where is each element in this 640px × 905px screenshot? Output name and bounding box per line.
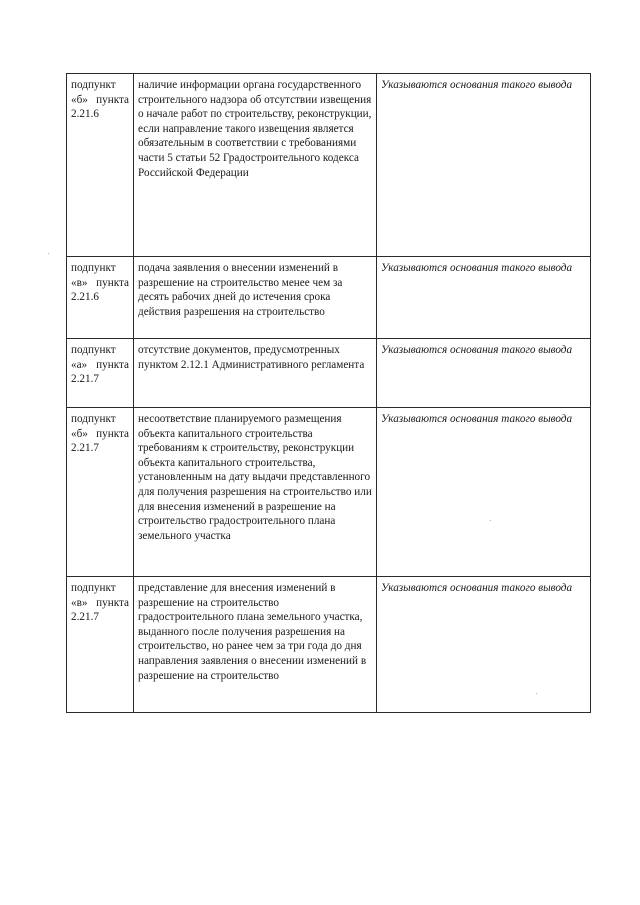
clause-letter: «в» — [71, 596, 88, 609]
explanation-note: Указываются основания такого вывода — [377, 577, 591, 713]
clause-number: 2.21.7 — [71, 611, 99, 624]
ground-description: представление для внесения изменений в разрешение на строительство градостроительного плана земельного участка, выданного после получения разрешения на строительство, но ранее чем за три года до дня направления заявления о внесении изменений в разрешение на строительство — [134, 577, 377, 713]
clause-letter-line — [71, 93, 129, 108]
table-row — [67, 257, 591, 339]
clause-sub-label: подпункт — [71, 262, 116, 274]
clause-point-word: пункта — [96, 596, 129, 609]
clause-letter: «в» — [71, 276, 88, 289]
clause-letter-line — [71, 358, 129, 373]
clause-letter-line — [71, 427, 129, 442]
clause-point-word: пункта — [96, 358, 129, 371]
table-row — [67, 408, 591, 577]
clause-reference-cell — [67, 577, 134, 713]
grounds-table — [66, 73, 591, 713]
clause-number: 2.21.7 — [71, 442, 99, 455]
ground-description: отсутствие документов, предусмотренных пунктом 2.12.1 Административного регламента — [134, 339, 377, 408]
clause-reference-cell — [67, 257, 134, 339]
clause-reference-cell — [67, 74, 134, 257]
clause-letter: «б» — [71, 93, 88, 106]
table-row — [67, 339, 591, 408]
explanation-note: Указываются основания такого вывода — [377, 408, 591, 577]
table-row — [67, 74, 591, 257]
scan-speck — [48, 253, 49, 254]
clause-number: 2.21.6 — [71, 108, 99, 121]
clause-sub-label: подпункт — [71, 413, 116, 425]
ground-description: подача заявления о внесении изменений в разрешение на строительство менее чем за десять рабочих дней до истечения срока действия разрешения на строительство — [134, 257, 377, 339]
explanation-note: Указываются основания такого вывода — [377, 339, 591, 408]
explanation-note: Указываются основания такого вывода — [377, 257, 591, 339]
scan-speck — [536, 693, 537, 694]
clause-reference-cell — [67, 339, 134, 408]
clause-number: 2.21.6 — [71, 291, 99, 304]
scan-speck — [490, 520, 491, 521]
clause-point-word: пункта — [96, 276, 129, 289]
clause-sub-label: подпункт — [71, 582, 116, 594]
clause-number: 2.21.7 — [71, 373, 99, 386]
clause-reference-cell — [67, 408, 134, 577]
clause-letter-line — [71, 596, 129, 611]
clause-sub-label: подпункт — [71, 79, 116, 91]
table-row — [67, 577, 591, 713]
clause-letter: «а» — [71, 358, 88, 371]
clause-point-word: пункта — [96, 93, 129, 106]
clause-sub-label: подпункт — [71, 344, 116, 356]
explanation-note: Указываются основания такого вывода — [377, 74, 591, 257]
ground-description: наличие информации органа государственного строительного надзора об отсутствии извещения о начале работ по строительству, реконструкции, если направление такого извещения является обязательным в соответствии с требованиями части 5 статьи 52 Градостроительного кодекса Российской Федерации — [134, 74, 377, 257]
clause-letter-line — [71, 276, 129, 291]
clause-letter: «б» — [71, 427, 88, 440]
ground-description: несоответствие планируемого размещения объекта капитального строительства требованиям к строительству, реконструкции объекта капитального строительства, установленным на дату выдачи представленного для получения разрешения на строительство или для внесения изменений в разрешение на строительство градостроительного плана земельного участка — [134, 408, 377, 577]
clause-point-word: пункта — [96, 427, 129, 440]
